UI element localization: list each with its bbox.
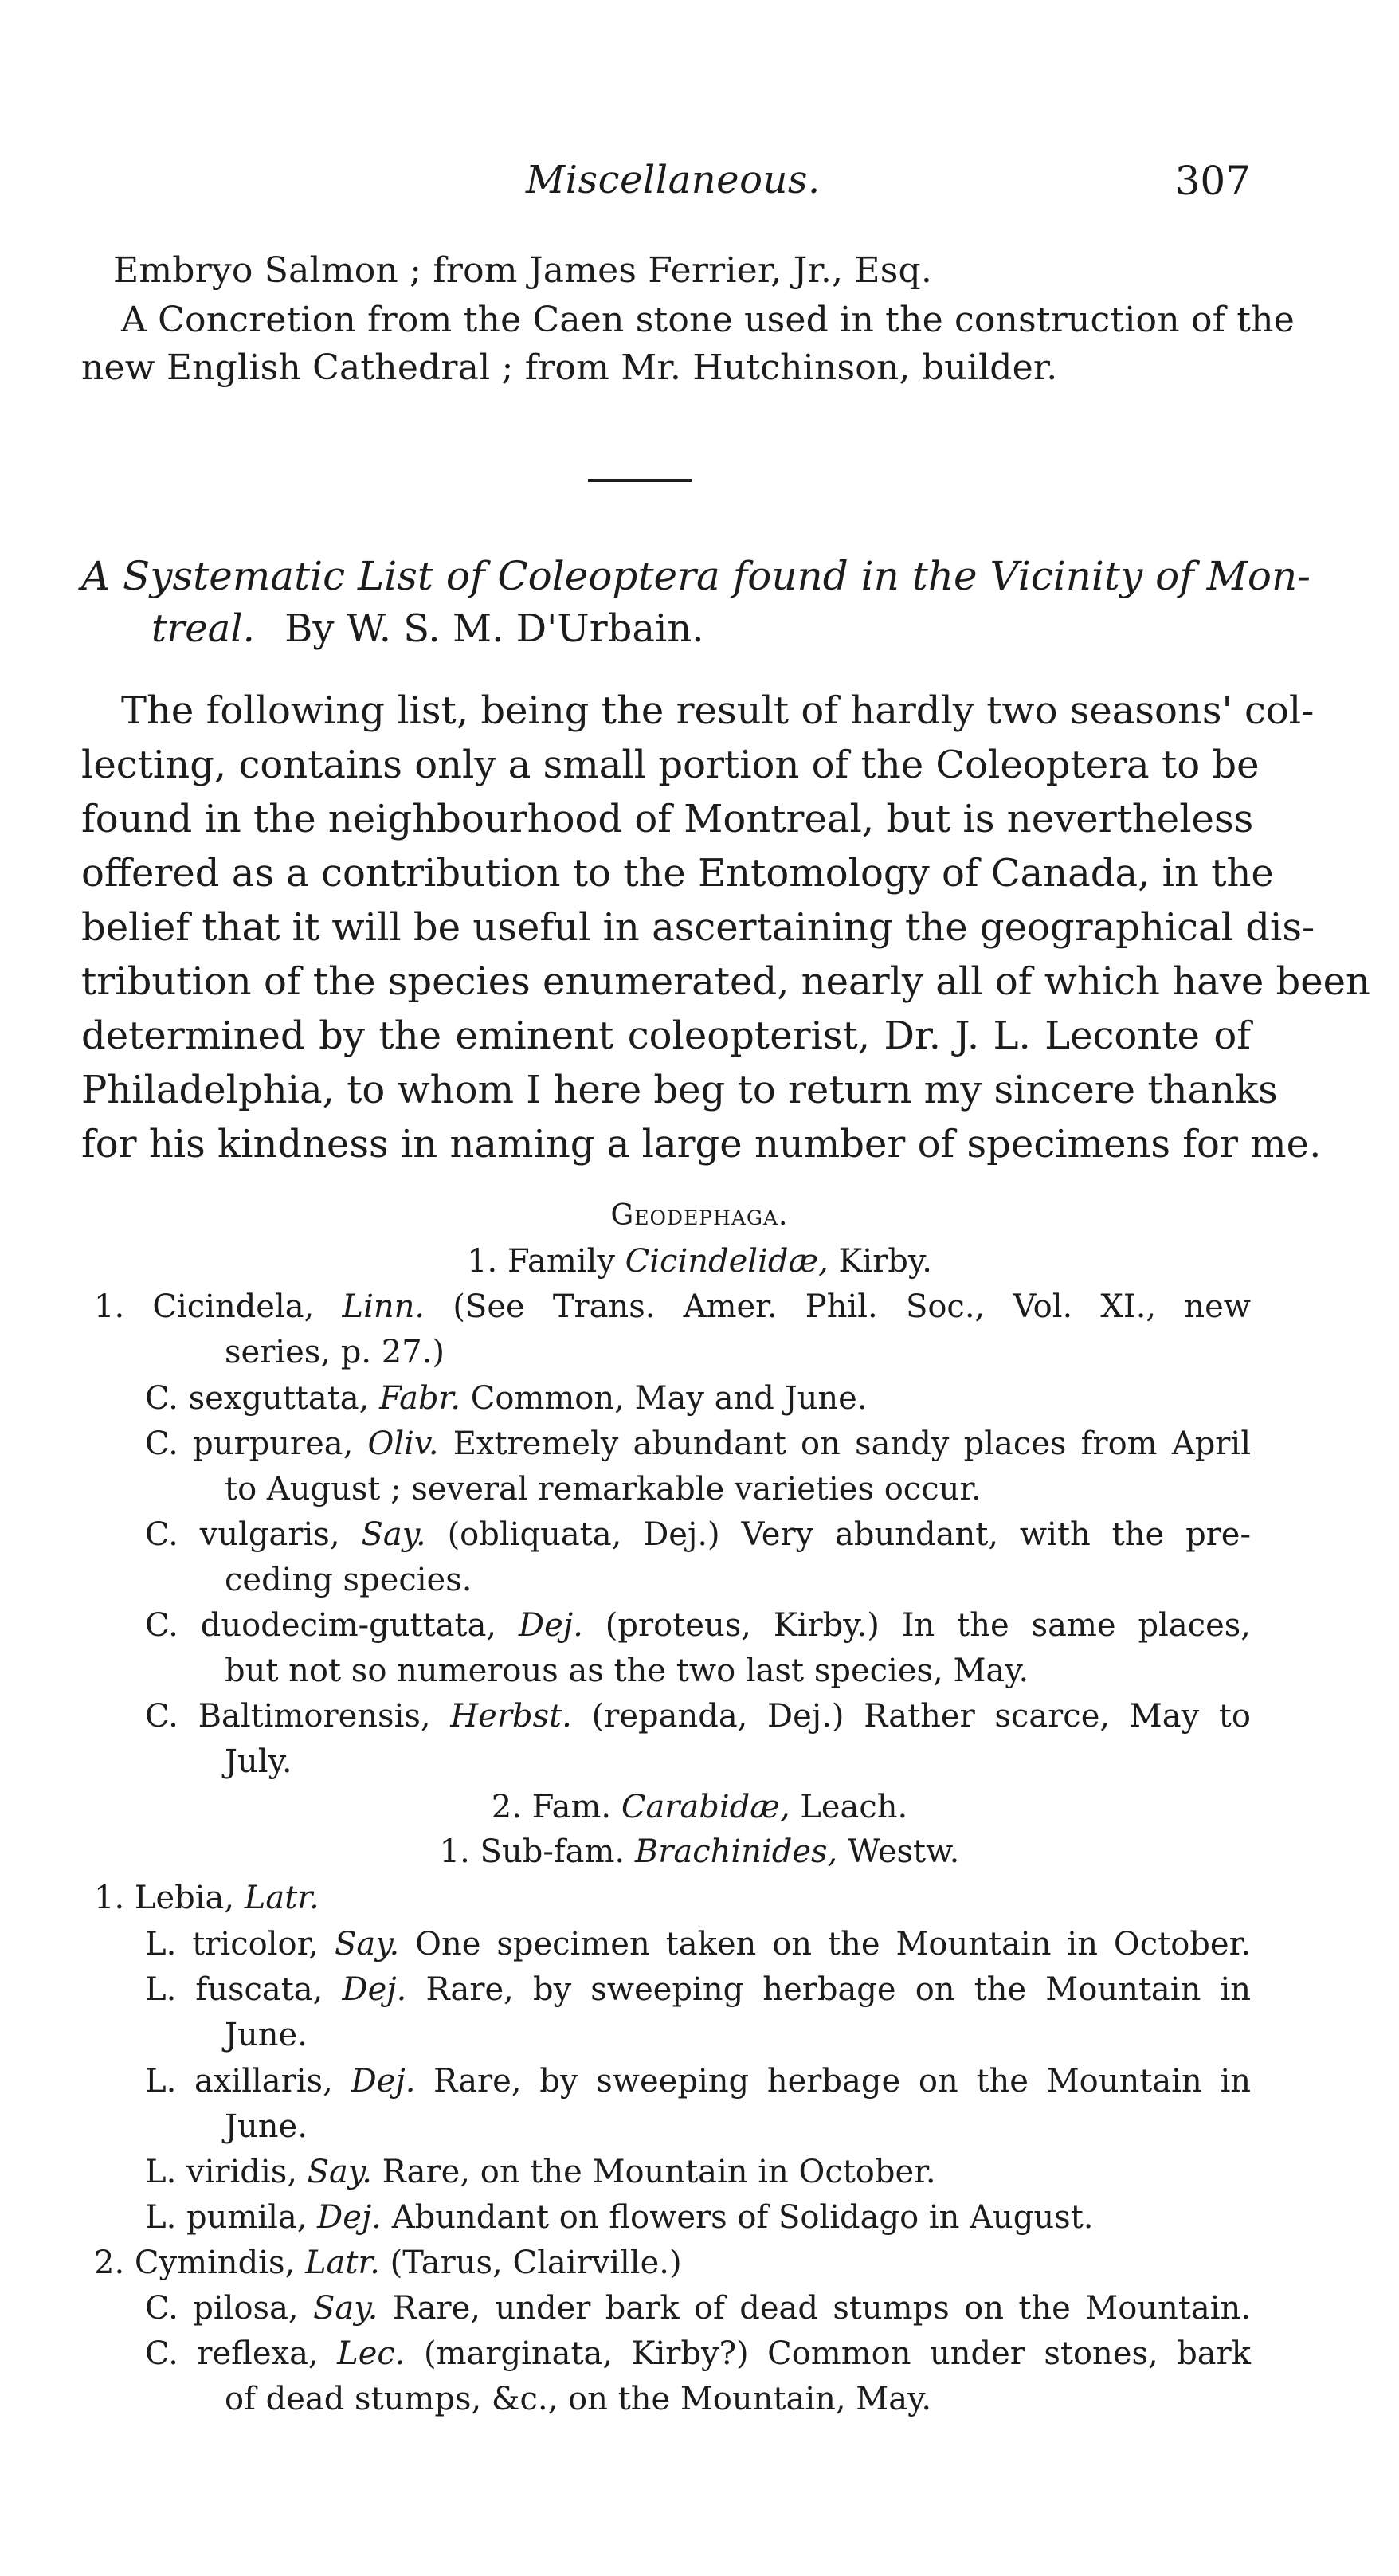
species-entry <box>145 1425 1252 1462</box>
genus-name: 1. Cicindela, <box>94 1288 315 1325</box>
article-byline: By W. S. M. D'Urbain. <box>284 606 704 651</box>
species-name: L. viridis, <box>145 2154 297 2190</box>
paragraph-line: tribution of the species enumerated, nearly all of which have been <box>81 959 1370 1004</box>
family-author: Kirby. <box>828 1243 932 1280</box>
species-text: Rare, on the Mountain in October. <box>382 2154 936 2190</box>
species-name: L. tricolor, <box>145 1926 319 1962</box>
species-text: Common, May and June. <box>470 1380 868 1417</box>
genus-note: (Tarus, Clairville.) <box>390 2245 682 2281</box>
family-name: Carabidæ, <box>621 1789 790 1825</box>
genus-note: (See Trans. Amer. Phil. Soc., Vol. XI., new <box>453 1288 1251 1325</box>
genus-author: Linn. <box>342 1288 425 1325</box>
species-author: Say. <box>334 1926 400 1962</box>
species-entry <box>145 1607 1252 1644</box>
family-name: Cicindelidæ, <box>625 1243 829 1280</box>
species-entry <box>145 1516 1251 1553</box>
family-number: 1. Family <box>467 1243 625 1280</box>
species-entry <box>145 2290 1251 2327</box>
species-entry <box>145 1928 1251 1960</box>
running-title: Miscellaneous. <box>526 158 821 202</box>
article-title-end: treal. <box>151 606 255 651</box>
genus-author: Latr. <box>244 1880 319 1916</box>
species-entry <box>145 2199 1094 2236</box>
family-number: 2. Fam. <box>491 1789 621 1825</box>
species-text: Extremely abundant on sandy places from April <box>453 1425 1252 1462</box>
species-name: L. pumila, <box>145 2199 308 2236</box>
species-text-cont: ceding species. <box>225 1562 472 1598</box>
section-divider <box>588 479 692 482</box>
species-author: Oliv. <box>367 1425 439 1462</box>
family-author: Leach. <box>790 1789 908 1825</box>
species-text: One specimen taken on the Mountain in October. <box>415 1926 1252 1962</box>
genus-note-cont: series, p. 27.) <box>225 1334 445 1370</box>
species-text-cont: of dead stumps, &c., on the Mountain, May. <box>225 2381 932 2417</box>
article-title-cont <box>151 606 704 651</box>
species-author: Say. <box>307 2154 372 2190</box>
species-entry <box>145 1698 1252 1735</box>
genus-entry <box>94 1882 319 1914</box>
paragraph-line: lecting, contains only a small portion of the Coleoptera to be <box>81 743 1260 787</box>
genus-entry <box>94 2247 682 2279</box>
paragraph-line: belief that it will be useful in ascertaining the geographical dis- <box>81 905 1315 950</box>
species-author: Dej. <box>519 1607 583 1644</box>
paragraph-line: offered as a contribution to the Entomology of Canada, in the <box>81 851 1274 896</box>
paragraph-line: for his kindness in naming a large number of specimens for me. <box>81 1122 1322 1166</box>
subfamily-author: Westw. <box>837 1833 960 1870</box>
donation-line: A Concretion from the Caen stone used in the construction of the <box>121 300 1295 340</box>
species-author: Say. <box>313 2290 378 2327</box>
species-name: L. fuscata, <box>145 1971 323 2008</box>
species-text-cont: but not so numerous as the two last species, May. <box>225 1653 1029 1689</box>
species-entry <box>145 1380 868 1417</box>
species-text: Abundant on flowers of Solidago in August. <box>391 2199 1094 2236</box>
genus-name: 2. Cymindis, <box>94 2245 296 2281</box>
species-text-cont: July. <box>225 1743 292 1780</box>
species-text-cont: June. <box>225 2108 308 2145</box>
species-text: (obliquata, Dej.) Very abundant, with the pre- <box>447 1516 1251 1553</box>
species-text: (repanda, Dej.) Rather scarce, May to <box>591 1698 1252 1735</box>
subfamily-name: Brachinides, <box>634 1833 838 1870</box>
species-text: Rare, by sweeping herbage on the Mountain in <box>425 1971 1251 2008</box>
species-entry <box>145 2063 1252 2100</box>
species-name: C. duodecim-guttata, <box>145 1607 497 1644</box>
species-author: Dej. <box>342 1971 407 2008</box>
article-title: A Systematic List of Coleoptera found in the Vicinity of Mon- <box>81 553 1311 599</box>
species-entry <box>145 1971 1251 2008</box>
donation-line: Embryo Salmon ; from James Ferrier, Jr., Esq. <box>113 250 933 291</box>
species-name: C. purpurea, <box>145 1425 354 1462</box>
species-author: Lec. <box>337 2335 406 2372</box>
species-author: Fabr. <box>379 1380 461 1417</box>
section-heading: Geodephaga. <box>610 1199 789 1232</box>
species-text-cont: June. <box>225 2017 308 2053</box>
species-author: Dej. <box>317 2199 382 2236</box>
species-text-cont: to August ; several remarkable varieties occur. <box>225 1471 982 1508</box>
paragraph-line: Philadelphia, to whom I here beg to return my sincere thanks <box>81 1068 1278 1112</box>
genus-name: 1. Lebia, <box>94 1880 235 1916</box>
paragraph-line: determined by the eminent coleopterist, Dr. J. L. Leconte of <box>81 1014 1251 1058</box>
paragraph-line: found in the neighbourhood of Montreal, but is nevertheless <box>81 797 1254 841</box>
species-author: Say. <box>361 1516 426 1553</box>
species-text: (marginata, Kirby?) Common under stones, bark <box>423 2335 1252 2372</box>
subfamily-heading <box>0 1833 1399 1870</box>
family-heading <box>0 1791 1399 1823</box>
species-text: Rare, under bark of dead stumps on the Mountain. <box>392 2290 1251 2327</box>
paragraph-line: The following list, being the result of hardly two seasons' col- <box>121 688 1315 733</box>
species-name: C. pilosa, <box>145 2290 299 2327</box>
genus-author: Latr. <box>304 2245 380 2281</box>
species-name: C. reflexa, <box>145 2335 319 2372</box>
page-number: 307 <box>1174 158 1251 204</box>
species-name: L. axillaris, <box>145 2063 333 2100</box>
species-text: (proteus, Kirby.) In the same places, <box>605 1607 1252 1644</box>
subfamily-number: 1. Sub-fam. <box>439 1833 635 1870</box>
genus-entry <box>94 1288 1251 1325</box>
species-author: Dej. <box>351 2063 416 2100</box>
species-author: Herbst. <box>450 1698 572 1735</box>
species-name: C. vulgaris, <box>145 1516 340 1553</box>
family-heading <box>0 1243 1399 1280</box>
species-name: C. sexguttata, <box>145 1380 370 1417</box>
species-name: C. Baltimorensis, <box>145 1698 431 1735</box>
species-entry <box>145 2335 1252 2372</box>
donation-line: new English Cathedral ; from Mr. Hutchinson, builder. <box>81 347 1058 388</box>
species-text: Rare, by sweeping herbage on the Mountain in <box>433 2063 1252 2100</box>
species-entry <box>145 2156 936 2188</box>
